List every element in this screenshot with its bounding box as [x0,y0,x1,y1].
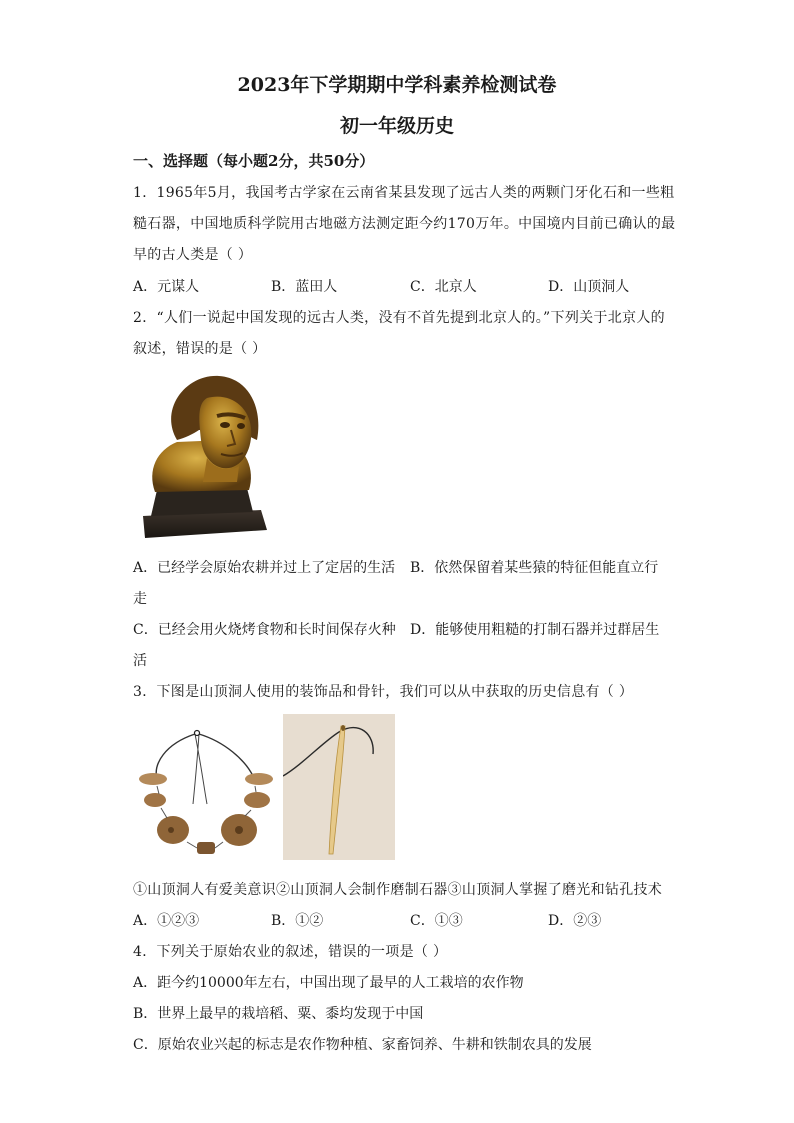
q2-option-d: D．能够使用粗糙的打制石器并过群居生 [410,622,660,638]
q2-option-c: C．已经会用火烧烤食物和长时间保存火种 [133,622,396,638]
exam-subtitle: 初一年级历史 [339,115,454,137]
section-heading: 一、选择题（每小题2分，共50分） [133,152,375,170]
q2-line2: 叙述，错误的是（ ） [133,341,267,357]
q1-option-d: D．山顶洞人 [548,279,630,295]
q1-option-a: A．元谋人 [133,279,200,295]
q1-option-c: C．北京人 [410,279,477,295]
q1-option-b: B．蓝田人 [271,279,338,295]
q3-line1: 3．下图是山顶洞人使用的装饰品和骨针，我们可以从中获取的历史信息有（ ） [133,684,634,700]
q1-line3: 早的古人类是（ ） [133,247,253,263]
bone-needle-image [283,714,395,860]
q3-option-d: D．②③ [548,913,602,929]
q1-line1: 1．1965年5月，我国考古学家在云南省某县发现了远古人类的两颗门牙化石和一些粗 [133,185,675,201]
q2-option-b-cont: 走 [133,591,147,607]
q3-option-c: C．①③ [410,913,463,929]
q4-option-a: A．距今约10000年左右，中国出现了最早的人工栽培的农作物 [133,975,524,991]
q3-statements: ①山顶洞人有爱美意识②山顶洞人会制作磨制石器③山顶洞人掌握了磨光和钻孔技术 [133,882,663,898]
q2-line1: 2．“人们一说起中国发现的远古人类，没有不首先提到北京人的。”下列关于北京人的 [133,310,665,326]
q3-option-b: B．①② [271,913,324,929]
peking-man-bust-image [137,370,269,540]
exam-title: 2023年下学期期中学科素养检测试卷 [237,74,557,96]
shell-necklace-image [135,724,281,860]
q2-option-d-cont: 活 [133,653,147,669]
q2-option-a: A．已经学会原始农耕并过上了定居的生活 [133,560,396,576]
q2-option-b: B．依然保留着某些猿的特征但能直立行 [410,560,659,576]
q3-option-a: A．①②③ [133,913,200,929]
q4-line1: 4．下列关于原始农业的叙述，错误的一项是（ ） [133,944,448,960]
q4-option-c: C．原始农业兴起的标志是农作物种植、家畜饲养、牛耕和铁制农具的发展 [133,1037,592,1053]
q1-line2: 糙石器，中国地质科学院用古地磁方法测定距今约170万年。中国境内目前已确认的最 [133,216,676,232]
q4-option-b: B．世界上最早的栽培稻、粟、黍均发现于中国 [133,1006,424,1022]
